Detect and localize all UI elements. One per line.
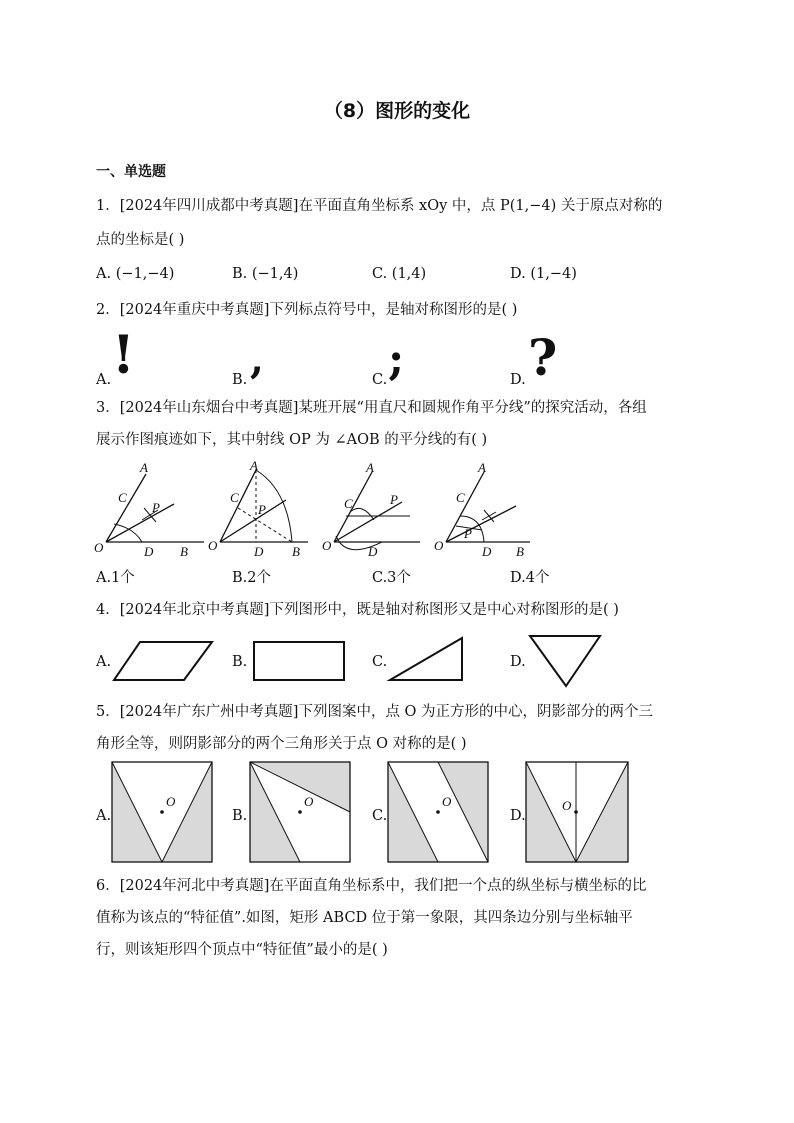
q4-option-d[interactable]: D. xyxy=(510,654,526,670)
q3-option-d[interactable]: D.4个 xyxy=(510,570,550,586)
center-label: O xyxy=(562,798,572,813)
q6-line3: 行，则该矩形四个顶点中“特征值”最小的是( ) xyxy=(96,942,388,958)
comma-symbol: , xyxy=(250,336,264,383)
right-triangle-shape xyxy=(388,636,468,684)
q3-line1: 3．[2024年山东烟台中考真题]某班开展“用直尺和圆规作角平分线”的探究活动，各组 xyxy=(96,400,647,416)
label-A: A xyxy=(478,460,486,475)
q5-square-b xyxy=(250,762,352,864)
q3-option-c[interactable]: C.3个 xyxy=(372,570,411,586)
q1-line2: 点的坐标是( ) xyxy=(96,232,185,248)
q6-line1: 6．[2024年河北中考真题]在平面直角坐标系中，我们把一个点的纵坐标与横坐标的比 xyxy=(96,878,647,894)
q2-option-b[interactable]: B. xyxy=(232,372,248,388)
question-symbol: ? xyxy=(528,328,558,387)
q1-option-c[interactable]: C. (1,4) xyxy=(372,266,427,282)
label-O: O xyxy=(94,540,104,555)
label-D: D xyxy=(254,544,264,559)
label-P: P xyxy=(464,526,472,541)
q3-figure-3 xyxy=(322,460,432,560)
label-P: P xyxy=(258,502,266,517)
q1-option-d[interactable]: D. (1,−4) xyxy=(510,266,577,282)
q4-line1: 4．[2024年北京中考真题]下列图形中，既是轴对称图形又是中心对称图形的是( ) xyxy=(96,602,619,618)
q3-line2: 展示作图痕迹如下，其中射线 OP 为 ∠AOB 的平分线的有( ) xyxy=(96,432,488,448)
q5-option-d[interactable]: D. xyxy=(510,808,526,824)
exclamation-symbol: ! xyxy=(112,325,135,386)
q5-option-c[interactable]: C. xyxy=(372,808,388,824)
label-O: O xyxy=(434,538,444,553)
q5-line1: 5．[2024年广东广州中考真题]下列图案中，点 O 为正方形的中心，阴影部分的两个三 xyxy=(96,704,654,720)
q3-figure-4 xyxy=(434,460,544,560)
q3-option-a[interactable]: A.1个 xyxy=(96,570,135,586)
q5-square-d xyxy=(526,762,630,864)
q3-figure-2 xyxy=(208,460,318,560)
center-label: O xyxy=(442,794,452,809)
q1-option-a[interactable]: A. (−1,−4) xyxy=(96,266,175,282)
section-heading: 一、单选题 xyxy=(96,164,166,180)
label-C: C xyxy=(230,490,239,505)
q2-option-a[interactable]: A. xyxy=(96,372,112,388)
center-label: O xyxy=(166,794,176,809)
q5-line2: 角形全等，则阴影部分的两个三角形关于点 O 对称的是( ) xyxy=(96,736,467,752)
label-C: C xyxy=(456,490,465,505)
parallelogram-shape xyxy=(112,640,216,684)
semicolon-symbol: ; xyxy=(388,334,405,385)
page-title: （8）图形的变化 xyxy=(323,100,471,122)
q4-option-c[interactable]: C. xyxy=(372,654,388,670)
q2-option-c[interactable]: C. xyxy=(372,372,388,388)
q5-option-b[interactable]: B. xyxy=(232,808,248,824)
label-B: B xyxy=(180,544,188,559)
label-A: A xyxy=(250,458,258,473)
label-A: A xyxy=(140,460,148,475)
label-D: D xyxy=(482,544,492,559)
q5-square-c xyxy=(388,762,490,864)
label-A: A xyxy=(366,460,374,475)
label-O: O xyxy=(322,538,332,553)
inverted-triangle-shape xyxy=(528,634,604,690)
q3-figure-1 xyxy=(94,460,204,560)
label-D: D xyxy=(144,544,154,559)
q2-option-d[interactable]: D. xyxy=(510,372,526,388)
q3-option-b[interactable]: B.2个 xyxy=(232,570,271,586)
label-C: C xyxy=(344,496,353,511)
label-D: D xyxy=(368,544,378,559)
q5-square-a xyxy=(112,762,214,864)
q4-option-a[interactable]: A. xyxy=(96,654,112,670)
label-P: P xyxy=(390,492,398,507)
q1-option-b[interactable]: B. (−1,4) xyxy=(232,266,299,282)
label-B: B xyxy=(516,544,524,559)
q6-line2: 值称为该点的“特征值”.如图，矩形 ABCD 位于第一象限，其四条边分别与坐标轴平 xyxy=(96,910,633,926)
center-label: O xyxy=(304,794,314,809)
label-C: C xyxy=(118,490,127,505)
label-B: B xyxy=(292,544,300,559)
q2-line1: 2．[2024年重庆中考真题]下列标点符号中，是轴对称图形的是( ) xyxy=(96,302,518,318)
label-P: P xyxy=(152,500,160,515)
q4-option-b[interactable]: B. xyxy=(232,654,248,670)
q5-option-a[interactable]: A. xyxy=(96,808,112,824)
label-O: O xyxy=(208,538,218,553)
rectangle-shape xyxy=(252,640,348,684)
q1-line1: 1．[2024年四川成都中考真题]在平面直角坐标系 xOy 中，点 P(1,−4) 关于原点对称的 xyxy=(96,198,663,214)
